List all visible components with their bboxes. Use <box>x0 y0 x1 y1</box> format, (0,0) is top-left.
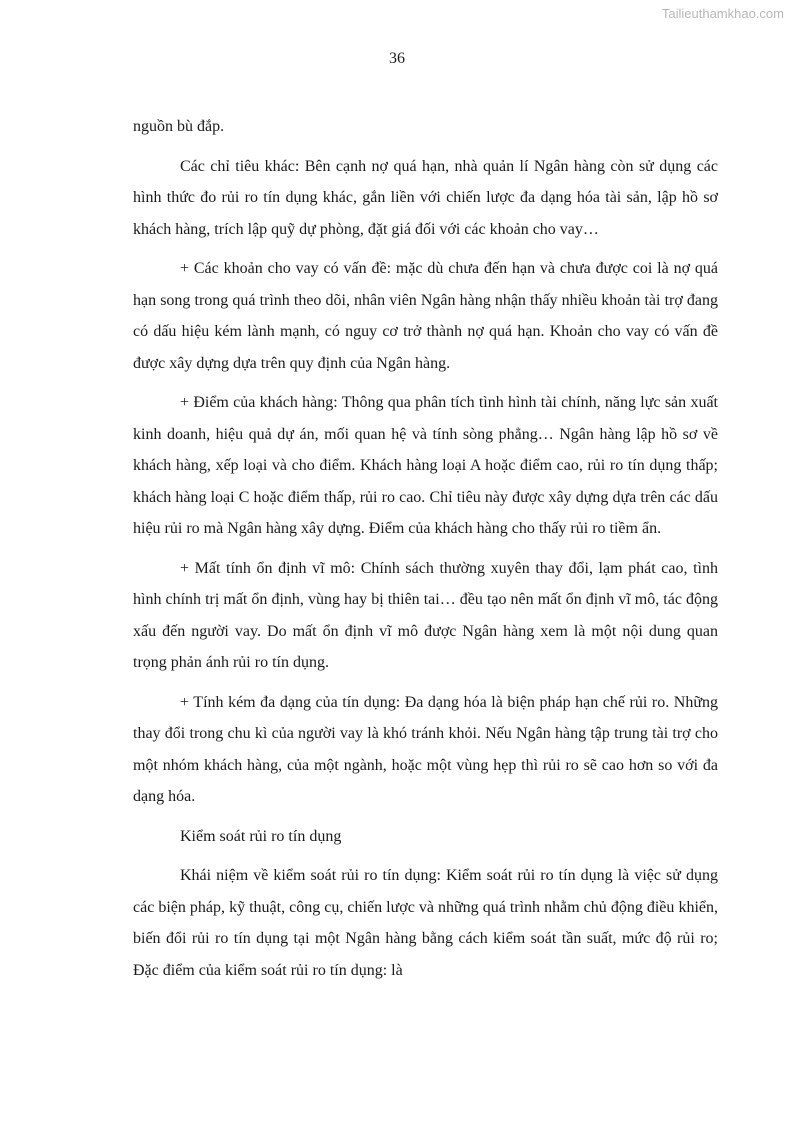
page-body <box>133 111 718 994</box>
paragraph-macro-instability: + Mất tính ổn định vĩ mô: Chính sách thường xuyên thay đổi, lạm phát cao, tình hình chính trị mất ổn định, vùng hay bị thiên tai… đều tạo nên mất ổn định vĩ mô, tác động xấu đến người vay. Do mất ổn định vĩ mô được Ngân hàng xem là một nội dung quan trọng phản ánh rủi ro tín dụng. <box>133 559 718 671</box>
watermark: Tailieuthamkhao.com <box>661 6 784 21</box>
section-heading: Kiểm soát rủi ro tín dụng <box>180 827 342 845</box>
paragraph-credit-diversity: + Tính kém đa dạng của tín dụng: Đa dạng hóa là biện pháp hạn chế rủi ro. Những thay đổi trong chu kì của người vay là khó tránh khỏi. Nếu Ngân hàng tập trung tài trợ cho một nhóm khách hàng, của một ngành, hoặc một vùng hẹp thì rủi ro sẽ cao hơn so với đa dạng hóa. <box>133 693 718 805</box>
page-number: 36 <box>389 50 405 67</box>
paragraph-customer-score: + Điểm của khách hàng: Thông qua phân tích tình hình tài chính, năng lực sản xuất kinh doanh, hiệu quả dự án, mối quan hệ và tính sòng phẳng… Ngân hàng lập hồ sơ về khách hàng, xếp loại và cho điểm. Khách hàng loại A hoặc điểm cao, rủi ro tín dụng thấp; khách hàng loại C hoặc điểm thấp, rủi ro cao. Chỉ tiêu này được xây dựng dựa trên các dấu hiệu rủi ro mà Ngân hàng xây dựng. Điểm của khách hàng cho thấy rủi ro tiềm ẩn. <box>133 394 718 537</box>
paragraph-other-indicators: Các chỉ tiêu khác: Bên cạnh nợ quá hạn, nhà quản lí Ngân hàng còn sử dụng các hình thức đo rủi ro tín dụng khác, gắn liền với chiến lược đa dạng hóa tài sản, lập hồ sơ khách hàng, trích lập quỹ dự phòng, đặt giá đối với các khoản cho vay… <box>133 157 718 238</box>
paragraph-problem-loans: + Các khoản cho vay có vấn đề: mặc dù chưa đến hạn và chưa được coi là nợ quá hạn song trong quá trình theo dõi, nhân viên Ngân hàng nhận thấy nhiều khoản tài trợ đang có dấu hiệu kém lành mạnh, có nguy cơ trở thành nợ quá hạn. Khoản cho vay có vấn đề được xây dựng dựa trên quy định của Ngân hàng. <box>133 260 718 372</box>
paragraph-continuation: nguồn bù đắp. <box>133 118 225 135</box>
paragraph-control-definition: Khái niệm về kiểm soát rủi ro tín dụng: Kiểm soát rủi ro tín dụng là việc sử dụng các biện pháp, kỹ thuật, công cụ, chiến lược và những quá trình nhằm chủ động điều khiển, biến đổi rủi ro tín dụng tại một Ngân hàng bằng cách kiểm soát tần suất, mức độ rủi ro; Đặc điểm của kiểm soát rủi ro tín dụng: là <box>133 867 718 979</box>
